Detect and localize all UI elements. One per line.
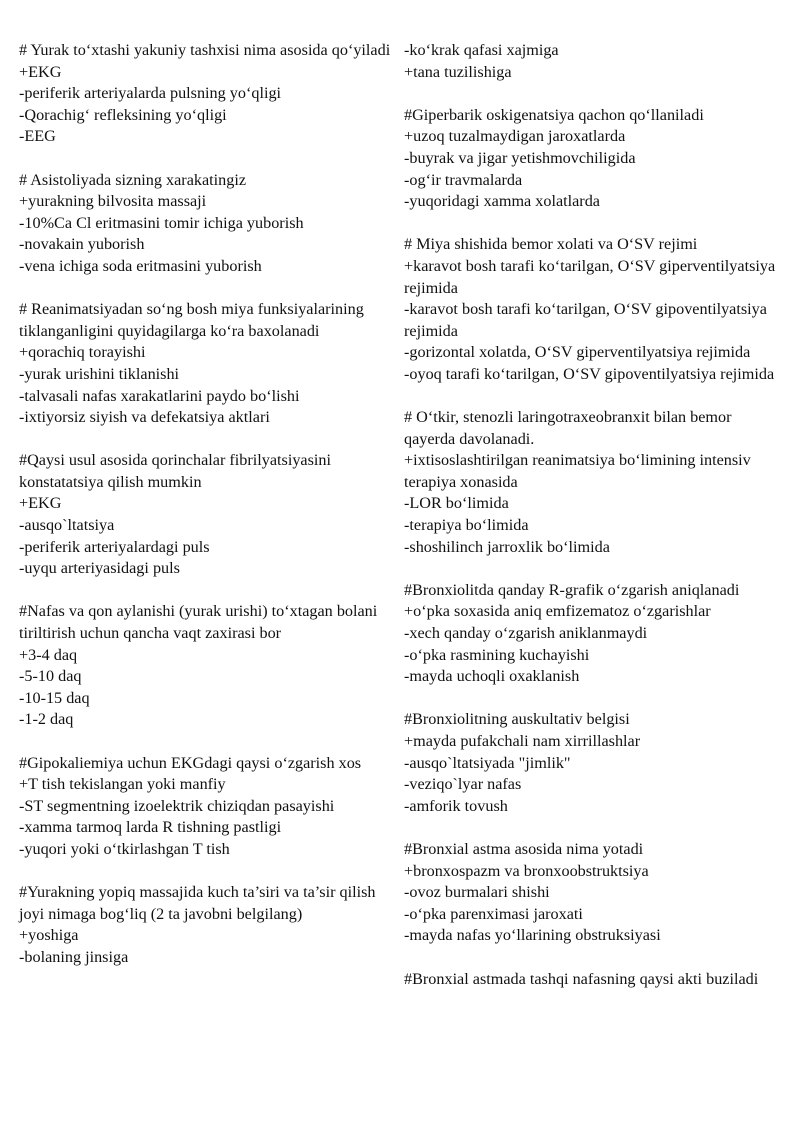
wrong-answer: -ST segmentning izoelektrik chiziqdan pasayishi	[19, 796, 335, 815]
question-text: #Yurakning yopiq massajida kuch ta’siri va ta’sir qilish joyi nimaga bog‘liq (2 ta javobni belgilang)	[19, 883, 376, 923]
wrong-answer: -shoshilinch jarroxlik bo‘limida	[404, 537, 610, 556]
question-block	[19, 601, 391, 731]
wrong-answer: -EEG	[19, 127, 56, 146]
wrong-answer: -yuqori yoki o‘tkirlashgan T tish	[19, 839, 230, 858]
wrong-answer: -ausqo`ltatsiyada "jimlik"	[404, 753, 571, 772]
wrong-answer: -amforik tovush	[404, 796, 508, 815]
correct-answer: +3-4 daq	[19, 645, 78, 664]
wrong-answer: -1-2 daq	[19, 710, 74, 729]
wrong-answer: -o‘pka rasmining kuchayishi	[404, 645, 590, 664]
wrong-answer: -ko‘krak qafasi xajmiga	[404, 41, 559, 59]
wrong-answer: -10%Ca Cl eritmasini tomir ichiga yuborish	[19, 213, 304, 232]
correct-answer: +ixtisoslashtirilgan reanimatsiya bo‘limining intensiv terapiya xonasida	[404, 451, 751, 491]
question-text: # Miya shishida bemor xolati va O‘SV rejimi	[404, 235, 698, 254]
question-block	[404, 407, 776, 558]
correct-answer: +tana tuzilishiga	[404, 62, 512, 81]
correct-answer: +yurakning bilvosita massaji	[19, 192, 207, 211]
question-text: #Gipokaliemiya uchun EKGdagi qaysi o‘zgarish xos	[19, 753, 362, 772]
wrong-answer: -yurak urishini tiklanishi	[19, 364, 180, 383]
correct-answer: +o‘pka soxasida aniq emfizematoz o‘zgarishlar	[404, 602, 711, 621]
question-block	[19, 299, 391, 429]
correct-answer: +T tish tekislangan yoki manfiy	[19, 775, 226, 794]
wrong-answer: -yuqoridagi xamma xolatlarda	[404, 192, 600, 211]
wrong-answer: -periferik arteriyalarda pulsning yo‘qligi	[19, 84, 282, 103]
question-text: # O‘tkir, stenozli laringotraxeobranxit bilan bemor qayerda davolanadi.	[404, 408, 732, 448]
wrong-answer: -uyqu arteriyasidagi puls	[19, 559, 180, 578]
wrong-answer: -mayda uchoqli oxaklanish	[404, 667, 580, 686]
question-block	[19, 170, 391, 278]
correct-answer: +uzoq tuzalmaydigan jaroxatlarda	[404, 127, 626, 146]
wrong-answer: -talvasali nafas xarakatlarini paydo bo‘lishi	[19, 386, 300, 405]
correct-answer: +karavot bosh tarafi ko‘tarilgan, O‘SV giperventilyatsiya rejimida	[404, 256, 776, 297]
correct-answer: +mayda pufakchali nam xirrillashlar	[404, 732, 641, 750]
question-block	[404, 839, 776, 947]
question-text: # Yurak to‘xtashi yakuniy tashxisi nima asosida qo‘yiladi	[19, 41, 391, 59]
wrong-answer: -ovoz burmalari shishi	[404, 883, 550, 902]
question-block	[404, 40, 776, 83]
wrong-answer: -karavot bosh tarafi ko‘tarilgan, O‘SV gipoventilyatsiya rejimida	[404, 300, 767, 340]
right-column	[404, 40, 776, 1012]
question-block	[404, 580, 776, 688]
wrong-answer: -veziqo`lyar nafas	[404, 775, 522, 794]
question-block	[19, 450, 391, 580]
question-text: #Bronxiolitda qanday R-grafik o‘zgarish aniqlanadi	[404, 580, 740, 599]
correct-answer: +yoshiga	[19, 926, 79, 945]
wrong-answer: -gorizontal xolatda, O‘SV giperventilyatsiya rejimida	[404, 343, 751, 362]
wrong-answer: -xamma tarmoq larda R tishning pastligi	[19, 818, 282, 837]
question-block	[404, 105, 776, 213]
left-column	[19, 40, 391, 990]
question-block	[404, 234, 776, 385]
wrong-answer: -terapiya bo‘limida	[404, 516, 529, 535]
wrong-answer: -LOR bo‘limida	[404, 494, 509, 513]
question-text: #Qaysi usul asosida qorinchalar fibrilyatsiyasini konstatatsiya qilish mumkin	[19, 451, 331, 491]
question-text: #Bronxial astma asosida nima yotadi	[404, 839, 644, 858]
wrong-answer: -bolaning jinsiga	[19, 947, 129, 966]
question-block	[19, 40, 391, 148]
correct-answer: +EKG	[19, 62, 62, 81]
question-block	[19, 753, 391, 861]
question-text: #Giperbarik oskigenatsiya qachon qo‘llaniladi	[404, 105, 704, 124]
question-text: #Nafas va qon aylanishi (yurak urishi) to‘xtagan bolani tiriltirish uchun qancha vaqt zaxirasi bor	[19, 602, 378, 643]
wrong-answer: -ausqo`ltatsiya	[19, 516, 115, 535]
correct-answer: +bronxospazm va bronxoobstruktsiya	[404, 861, 649, 880]
question-text: #Bronxiolitning auskultativ belgisi	[404, 710, 630, 729]
wrong-answer: -novakain yuborish	[19, 235, 145, 254]
question-block	[19, 882, 391, 968]
question-block	[404, 709, 776, 817]
correct-answer: +EKG	[19, 494, 62, 513]
wrong-answer: -buyrak va jigar yetishmovchiligida	[404, 148, 636, 167]
wrong-answer: -Qorachig‘ refleksining yo‘qligi	[19, 105, 227, 124]
question-text: # Reanimatsiyadan so‘ng bosh miya funksiyalarining tiklanganligini quyidagilarga ko‘ra baxolanadi	[19, 300, 364, 340]
question-text: #Bronxial astmada tashqi nafasning qaysi akti buziladi	[404, 969, 759, 988]
wrong-answer: -mayda nafas yo‘llarining obstruksiyasi	[404, 926, 661, 945]
question-block	[404, 969, 776, 991]
wrong-answer: -10-15 daq	[19, 688, 90, 707]
wrong-answer: -og‘ir travmalarda	[404, 170, 523, 189]
correct-answer: +qorachiq torayishi	[19, 343, 146, 362]
wrong-answer: -o‘pka parenximasi jaroxati	[404, 904, 583, 923]
wrong-answer: -oyoq tarafi ko‘tarilgan, O‘SV gipoventilyatsiya rejimida	[404, 364, 775, 383]
wrong-answer: -xech qanday o‘zgarish aniklanmaydi	[404, 624, 648, 643]
wrong-answer: -5-10 daq	[19, 667, 82, 686]
question-text: # Asistoliyada sizning xarakatingiz	[19, 170, 247, 189]
wrong-answer: -periferik arteriyalardagi puls	[19, 537, 210, 556]
wrong-answer: -ixtiyorsiz siyish va defekatsiya aktlari	[19, 408, 270, 427]
wrong-answer: -vena ichiga soda eritmasini yuborish	[19, 256, 262, 275]
